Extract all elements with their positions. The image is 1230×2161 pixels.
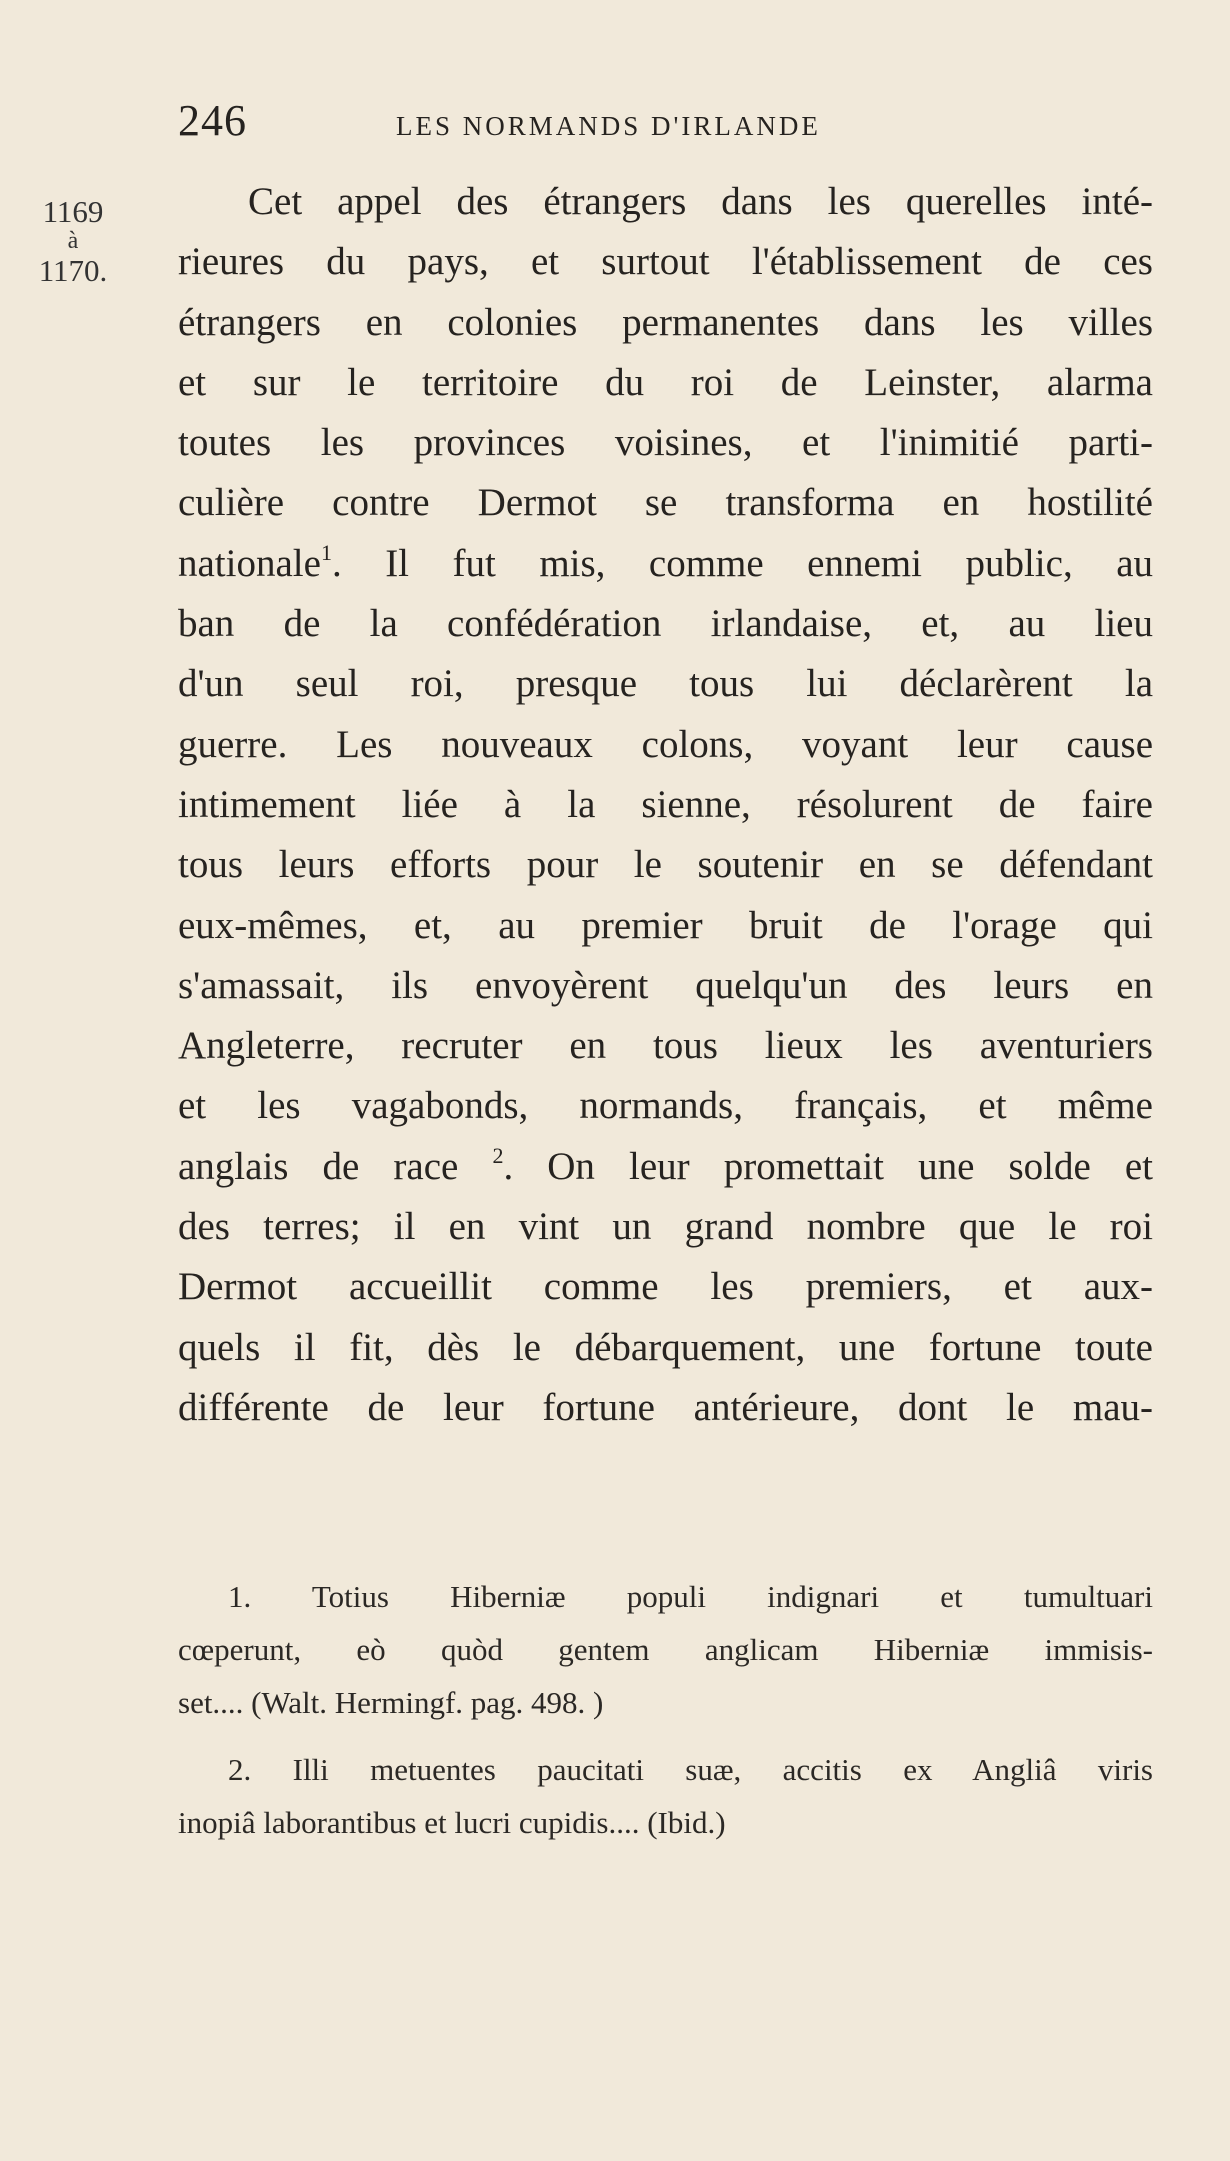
text-line: étrangers en colonies permanentes dans les villes [178,300,1153,344]
text-line: Dermot accueillit comme les premiers, et aux- [178,1265,1153,1309]
margin-date [18,196,128,286]
footnote-2-line: inopiâ laborantibus et lucri cupidis.... (Ibid.) [178,1805,726,1840]
footnote-ref-2[interactable]: 2 [492,1142,504,1168]
footnote-1-line: 1. Totius Hiberniæ populi indignari et tumultuari [228,1579,1153,1614]
margin-date-end: 1170. [38,253,108,288]
page-number: 246 [178,96,247,145]
text-line: Angleterre, recruter en tous lieux les aventuriers [178,1024,1153,1068]
text-line: et les vagabonds, normands, français, et même [178,1084,1153,1128]
footnotes [178,1570,1153,1849]
text-line: quels il fit, dès le débarquement, une fortune toute [178,1325,1153,1369]
footnote-1-line: cœperunt, eò quòd gentem anglicam Hiberniæ immisis- [178,1632,1153,1667]
footnote-1-line: set.... (Walt. Hermingf. pag. 498. ) [178,1685,604,1720]
text-line: eux-mêmes, et, au premier bruit de l'orage qui [178,903,1153,947]
text-segment: On leur promettait une solde et [547,1144,1153,1188]
text-line: nationale$^1$. Il fut mis, comme ennemi public, au [178,539,1154,585]
text-line: d'un seul roi, presque tous lui déclarèrent la [178,662,1153,706]
text-line: différente de leur fortune antérieure, dont le mau- [178,1385,1153,1429]
text-line: Cet appel des étrangers dans les querelles inté- [248,180,1153,223]
text-line: s'amassait, ils envoyèrent quelqu'un des leurs en [178,963,1153,1007]
text-line: toutes les provinces voisines, et l'inimitié parti- [178,421,1153,465]
text-line: culière contre Dermot se transforma en hostilité [178,481,1153,525]
running-head [178,95,978,151]
footnote-gap [178,1729,1153,1743]
running-title: LES NORMANDS D'IRLANDE [396,111,821,141]
text-line: intimement liée à la sienne, résolurent de faire [178,782,1153,826]
text-segment: Il fut mis, comme ennemi public, au [385,541,1154,585]
text-line: tous leurs efforts pour le soutenir en se défendant [178,843,1153,887]
text-line: rieures du pays, et surtout l'établissement de ces [178,240,1153,284]
text-line: des terres; il en vint un grand nombre que le roi [178,1205,1153,1249]
text-line: et sur le territoire du roi de Leinster, alarma [178,360,1153,404]
text-line: ban de la confédération irlandaise, et, au lieu [178,602,1153,646]
footnote-2-line: 2. Illi metuentes paucitati suæ, accitis ex Angliâ viris [228,1752,1153,1787]
footnote-ref-1[interactable]: 1 [320,539,332,565]
margin-date-separator: à [67,228,79,254]
text-line: guerre. Les nouveaux colons, voyant leur cause [178,722,1153,766]
text-segment: nationale [178,541,321,585]
text-line: anglais de race $^2$. On leur promettait une solde et [178,1142,1153,1188]
text-segment: anglais de race [178,1144,459,1188]
body-text [178,172,1153,1438]
margin-date-start: 1169 [42,194,104,229]
